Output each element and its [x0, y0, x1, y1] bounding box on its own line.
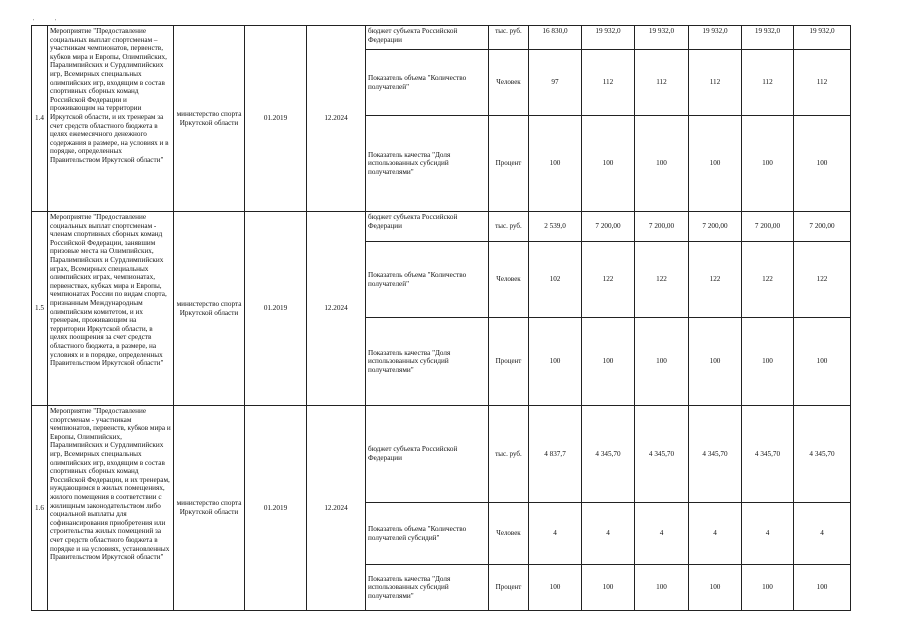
value-cell: 100 — [635, 318, 689, 406]
scan-mark: ' — [33, 19, 35, 25]
value-cell: 100 — [529, 116, 582, 212]
indicator-label: Показатель качества "Доля использованных субсидий получателями" — [366, 565, 489, 611]
executor: министерство спорта Иркутской области — [174, 406, 245, 611]
row-number: 1.6 — [32, 406, 48, 611]
executor: министерство спорта Иркутской области — [174, 212, 245, 406]
end-date: 12.2024 — [307, 212, 366, 406]
value-cell: 100 — [582, 116, 635, 212]
event-description: Мероприятие "Предоставление спортсменам - участникам чемпионатов, первенств, кубков мира и Европы, Олимпийских, Паралимпийских и Сурдлимпийских игр, Всемирных специальных олимпийских игр, входящим в состав спортивных сборных команд Российской Федерации, и их тренерам, нуждающимся в жилых помещениях, жилого помещения в соответствии с жилищным законодательством либо социальной выплаты для софинансирования приобретения или строительства жилых помещений за счет средств областного бюджета в порядке и на условиях, установленных Правительством Иркутской области" — [48, 406, 174, 611]
value-cell: 4 — [794, 503, 851, 565]
value-cell: 7 200,00 — [582, 212, 635, 242]
scan-mark: ' — [55, 19, 57, 25]
value-cell: 2 539,0 — [529, 212, 582, 242]
value-cell: 4 — [582, 503, 635, 565]
value-cell: 19 932,0 — [635, 26, 689, 50]
value-cell: 4 345,70 — [635, 406, 689, 503]
start-date: 01.2019 — [245, 212, 307, 406]
value-cell: 16 830,0 — [529, 26, 582, 50]
value-cell: 7 200,00 — [689, 212, 742, 242]
value-cell: 122 — [689, 242, 742, 318]
value-cell: 100 — [582, 565, 635, 611]
indicator-label: бюджет субъекта Российской Федерации — [366, 406, 489, 503]
value-cell: 100 — [582, 318, 635, 406]
row-number: 1.4 — [32, 26, 48, 212]
value-cell: 112 — [742, 50, 794, 116]
value-cell: 19 932,0 — [689, 26, 742, 50]
value-cell: 100 — [794, 116, 851, 212]
unit-cell: Процент — [489, 116, 529, 212]
value-cell: 7 200,00 — [742, 212, 794, 242]
indicator-label: бюджет субъекта Российской Федерации — [366, 212, 489, 242]
value-cell: 100 — [742, 565, 794, 611]
value-cell: 7 200,00 — [794, 212, 851, 242]
value-cell: 19 932,0 — [742, 26, 794, 50]
unit-cell: Процент — [489, 318, 529, 406]
indicator-label: Показатель объема "Количество получателей" — [366, 242, 489, 318]
start-date: 01.2019 — [245, 406, 307, 611]
value-cell: 112 — [635, 50, 689, 116]
value-cell: 100 — [689, 565, 742, 611]
end-date: 12.2024 — [307, 26, 366, 212]
indicator-label: Показатель объема "Количество получателей субсидий" — [366, 503, 489, 565]
value-cell: 100 — [794, 318, 851, 406]
table-row — [32, 26, 851, 50]
unit-cell: тыс. руб. — [489, 26, 529, 50]
value-cell: 122 — [742, 242, 794, 318]
value-cell: 100 — [742, 116, 794, 212]
value-cell: 4 345,70 — [582, 406, 635, 503]
value-cell: 4 — [742, 503, 794, 565]
value-cell: 19 932,0 — [794, 26, 851, 50]
value-cell: 4 837,7 — [529, 406, 582, 503]
end-date: 12.2024 — [307, 406, 366, 611]
value-cell: 112 — [582, 50, 635, 116]
event-description: Мероприятие "Предоставление социальных выплат спортсменам - членам спортивных сборных команд Российской Федерации, занявшим призовые места на Олимпийских, Паралимпийских и Сурдлимпийских играх, Всемирных специальных олимпийских играх, чемпионатах, первенствах, кубках мира и Европы, чемпионатах России по видам спорта, признанным Международным олимпийским комитетом, и их тренерам, проживающим на территории Иркутской области, в целях поощрения за счет средств областного бюджета, в размере, на условиях и в порядке, определенных Правительством Иркутской области" — [48, 212, 174, 406]
start-date: 01.2019 — [245, 26, 307, 212]
value-cell: 112 — [794, 50, 851, 116]
indicator-label: Показатель качества "Доля использованных субсидий получателями" — [366, 318, 489, 406]
value-cell: 100 — [635, 116, 689, 212]
unit-cell: тыс. руб. — [489, 406, 529, 503]
value-cell: 100 — [794, 565, 851, 611]
unit-cell: Человек — [489, 50, 529, 116]
value-cell: 102 — [529, 242, 582, 318]
value-cell: 4 345,70 — [742, 406, 794, 503]
unit-cell: Человек — [489, 503, 529, 565]
table-row — [32, 406, 851, 503]
indicator-label: бюджет субъекта Российской Федерации — [366, 26, 489, 50]
value-cell: 4 — [635, 503, 689, 565]
value-cell: 19 932,0 — [582, 26, 635, 50]
value-cell: 100 — [689, 116, 742, 212]
executor: министерство спорта Иркутской области — [174, 26, 245, 212]
value-cell: 4 — [529, 503, 582, 565]
value-cell: 100 — [635, 565, 689, 611]
value-cell: 100 — [529, 565, 582, 611]
table-body — [32, 26, 851, 611]
indicator-label: Показатель качества "Доля использованных субсидий получателями" — [366, 116, 489, 212]
unit-cell: Процент — [489, 565, 529, 611]
value-cell: 100 — [742, 318, 794, 406]
program-table — [31, 25, 851, 611]
value-cell: 4 — [689, 503, 742, 565]
value-cell: 112 — [689, 50, 742, 116]
value-cell: 122 — [582, 242, 635, 318]
value-cell: 7 200,00 — [635, 212, 689, 242]
value-cell: 4 345,70 — [689, 406, 742, 503]
row-number: 1.5 — [32, 212, 48, 406]
unit-cell: Человек — [489, 242, 529, 318]
value-cell: 97 — [529, 50, 582, 116]
value-cell: 122 — [794, 242, 851, 318]
value-cell: 122 — [635, 242, 689, 318]
indicator-label: Показатель объема "Количество получателей" — [366, 50, 489, 116]
value-cell: 100 — [529, 318, 582, 406]
unit-cell: тыс. руб. — [489, 212, 529, 242]
value-cell: 4 345,70 — [794, 406, 851, 503]
table-row — [32, 212, 851, 242]
value-cell: 100 — [689, 318, 742, 406]
event-description: Мероприятие "Предоставление социальных выплат спортсменам – участникам чемпионатов, первенств, кубков мира и Европы, Олимпийских, Паралимпийских и Сурдлимпийских игр, Всемирных специальных олимпийских игр, входящим в состав спортивных сборных команд Российской Федерации и проживающим на территории Иркутской области, и их тренерам за счет средств областного бюджета в целях ежемесячного денежного содержания в размере, на условиях и в порядке, определенных Правительством Иркутской области" — [48, 26, 174, 212]
